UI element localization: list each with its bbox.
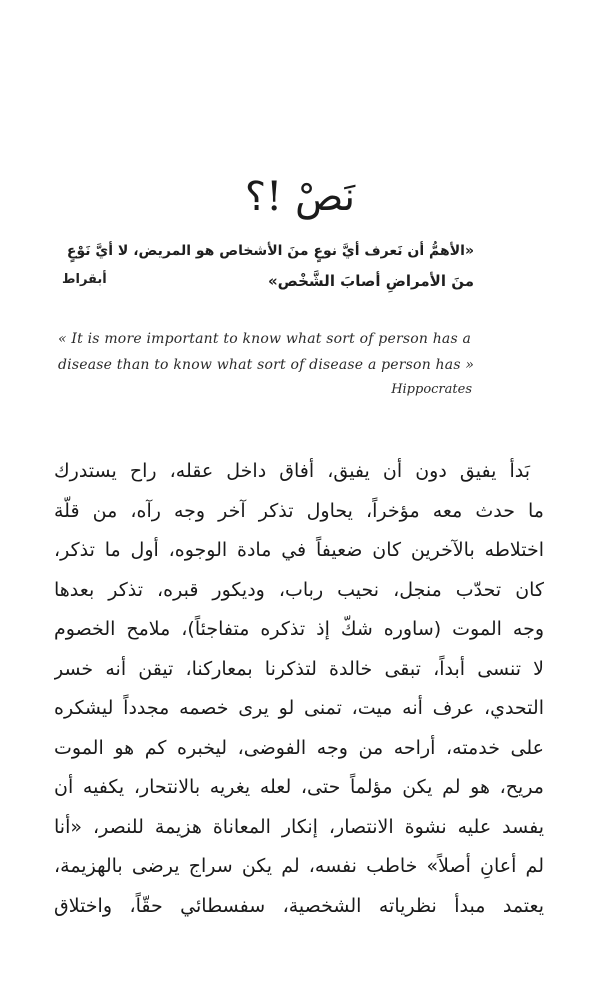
arabic-epigraph bbox=[62, 236, 474, 296]
body-line: اختلاطه بالآخرين كان ضعيفاً في مادة الوجوه، أول ما تذكر، bbox=[54, 539, 544, 561]
english-epigraph-line: disease than to know what sort of disease a person has » bbox=[58, 357, 475, 373]
body-line: ما حدث معه مؤخراً، يحاول تذكر آخر وجه رآه، من قلّة bbox=[54, 499, 544, 522]
arabic-epigraph-line: منَ الأمراضِ أصابَ الشَّخْص» bbox=[267, 272, 474, 290]
english-epigraph-line: « It is more important to know what sort of person has a bbox=[58, 331, 472, 347]
body-line: لم أعانِ أصلاً» خاطب نفسه، لم يكن سراج يرضى بالهزيمة، bbox=[54, 855, 544, 877]
english-epigraph-attribution: Hippocrates bbox=[391, 382, 472, 397]
body-line: بَدأ يفيق دون أن يفيق، أفاق داخل عقله، راح يستدرك bbox=[54, 460, 530, 482]
body-line: يعتمد مبدأ نظرياته الشخصية، سفسطائي حقّاً، واختلاق bbox=[54, 894, 544, 917]
body-line: على خدمته، أراحه من وجه الفوضى، ليخبره كم هو الموت bbox=[54, 736, 544, 759]
arabic-epigraph-line: «الأهمُّ أن نَعرف أيَّ نوعٍ منَ الأشخاص هو المريض، لا أيَّ نَوْعٍ bbox=[66, 243, 474, 259]
body-line: كان تحدّب منجل، نحيب رباب، وديكور قبره، تذكر بعدها bbox=[54, 578, 544, 601]
body-line: مريح، هو لم يكن مؤلماً حتى، لعله يغريه بالانتحار، يكفيه أن bbox=[54, 776, 544, 798]
arabic-epigraph-attribution: أبقراط bbox=[62, 272, 107, 287]
english-epigraph bbox=[58, 326, 478, 378]
body-paragraph bbox=[54, 452, 544, 926]
body-line: التحدي، عرف أنه ميت، تمنى لو يرى خصمه مجدداً ليشكره bbox=[54, 697, 544, 719]
body-line: لا تنسى أبداً، تبقى خالدة لتذكرنا بمعاركنا، تيقن أنه خسر bbox=[54, 657, 544, 680]
chapter-title: نَصْ !؟ bbox=[244, 173, 356, 220]
body-line: يفسد عليه نشوة الانتصار، إنكار المعاناة هزيمة للنصر، «أنا bbox=[54, 815, 544, 838]
body-line: وجه الموت (ساوره شكّ إذ تذكره متفاجئاً)، ملامح الخصوم bbox=[54, 618, 544, 640]
